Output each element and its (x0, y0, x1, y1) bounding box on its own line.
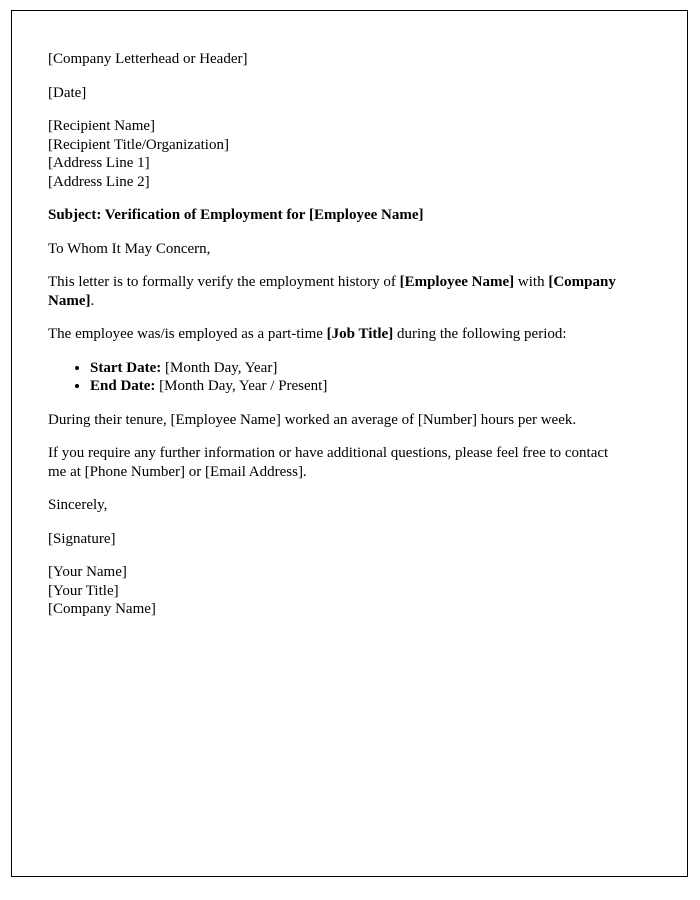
letterhead-line: [Company Letterhead or Header] (48, 51, 248, 67)
recipient-block (48, 117, 623, 191)
salutation-line: To Whom It May Concern, (48, 240, 211, 257)
paragraph-role (48, 325, 623, 344)
signature-placeholder: [Signature] (48, 530, 116, 547)
start-date-item (90, 359, 623, 378)
recipient-address-1: [Address Line 1] (48, 155, 150, 171)
recipient-name: [Recipient Name] (48, 118, 156, 134)
employment-period-list (48, 359, 623, 396)
closing-line: Sincerely, (48, 497, 108, 513)
role-text-2: during the following period: (393, 326, 567, 342)
end-date-value: [Month Day, Year / Present] (155, 378, 328, 394)
role-text-1: The employee was/is employed as a part-time (48, 326, 327, 342)
job-title-placeholder: [Job Title] (326, 326, 394, 342)
sender-name: [Your Name] (48, 564, 127, 580)
sender-company: [Company Name] (48, 601, 156, 617)
verify-text-1: This letter is to formally verify the employment history of (48, 274, 400, 290)
letter-body (48, 50, 623, 634)
employee-name-placeholder: [Employee Name] (399, 274, 515, 290)
sender-title: [Your Title] (48, 582, 119, 599)
paragraph-contact: If you require any further information or have additional questions, please feel free to contact me at [Phone Number] or [Email Address]. (48, 445, 609, 480)
verify-text-3: . (90, 292, 95, 309)
sender-block (48, 563, 623, 619)
paragraph-hours: During their tenure, [Employee Name] worked an average of [Number] hours per week. (48, 411, 577, 428)
paragraph-verify (48, 273, 623, 310)
end-date-label: End Date: (90, 378, 156, 394)
subject-line: Subject: Verification of Employment for [Employee Name] (48, 207, 424, 223)
start-date-value: [Month Day, Year] (161, 359, 278, 376)
end-date-item (90, 377, 623, 396)
date-line: [Date] (48, 84, 87, 101)
company-name-placeholder: [Company Name] (48, 274, 616, 309)
recipient-title-org: [Recipient Title/Organization] (48, 136, 229, 153)
verify-text-2: with (514, 274, 549, 290)
start-date-label: Start Date: (90, 359, 162, 376)
recipient-address-2: [Address Line 2] (48, 173, 150, 190)
